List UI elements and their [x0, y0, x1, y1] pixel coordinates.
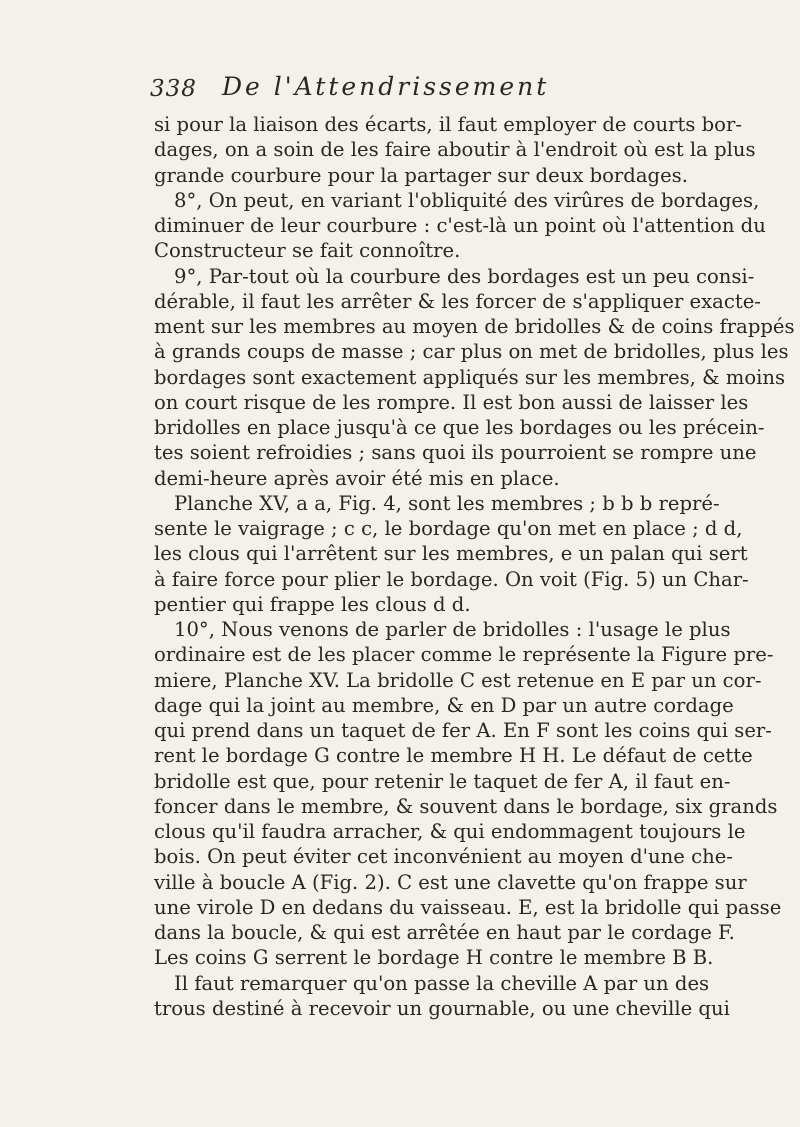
text-line: trous destiné à recevoir un gournable, ou une cheville qui [154, 996, 730, 1020]
text-line: diminuer de leur courbure : c'est-là un point où l'attention du [154, 214, 766, 237]
body-text [154, 112, 795, 1021]
text-line: si pour la liaison des écarts, il faut employer de courts bor- [154, 113, 742, 136]
text-line: bridolles en place jusqu'à ce que les bordages ou les précein- [154, 416, 765, 439]
text-line: foncer dans le membre, & souvent dans le bordage, six grands [154, 794, 778, 818]
text-line: dérable, il faut les arrêter & les forcer de s'appliquer exacte- [154, 289, 761, 313]
text-line: Les coins G serrent le bordage H contre le membre B B. [154, 946, 714, 970]
text-line: tes soient refroidies ; sans quoi ils pourroient se rompre une [154, 441, 757, 465]
text-line: 8°, On peut, en variant l'obliquité des virûres de bordages, [174, 188, 760, 212]
text-line: Planche XV, a a, Fig. 4, sont les membres ; b b b repré- [174, 491, 720, 515]
text-line: ordinaire est de les placer comme le représente la Figure pre- [154, 643, 774, 667]
text-line: dans la boucle, & qui est arrêtée en haut par le cordage F. [154, 921, 735, 944]
text-line: miere, Planche XV. La bridolle C est retenue en E par un cor- [154, 668, 762, 692]
text-line: Constructeur se fait connoître. [154, 239, 461, 263]
text-line: grande courbure pour la partager sur deux bordages. [154, 163, 688, 187]
text-line: ville à boucle A (Fig. 2). C est une clavette qu'on frappe sur [154, 870, 747, 894]
text-line: sente le vaigrage ; c c, le bordage qu'on met en place ; d d, [154, 517, 743, 540]
text-line: demi-heure après avoir été mis en place. [154, 466, 560, 490]
text-line: à faire force pour plier le bordage. On voit (Fig. 5) un Char- [154, 567, 749, 591]
running-title: De l'Attendrissement [222, 72, 550, 101]
text-line: à grands coups de masse ; car plus on met de bridolles, plus les [154, 340, 789, 364]
text-line: bordages sont exactement appliqués sur les membres, & moins [154, 365, 786, 389]
text-line: rent le bordage G contre le membre H H. Le défaut de cette [154, 744, 753, 768]
text-line: clous qu'il faudra arracher, & qui endommagent toujours le [154, 820, 746, 843]
text-line: 9°, Par-tout où la courbure des bordages est un peu consi- [174, 264, 755, 288]
text-line: on court risque de les rompre. Il est bon aussi de laisser les [154, 390, 749, 414]
text-line: dages, on a soin de les faire aboutir à l'endroit où est la plus [154, 138, 756, 162]
page-number: 338 [150, 76, 197, 102]
text-line: une virole D en dedans du vaisseau. E, est la bridolle qui passe [154, 895, 782, 919]
text-line: ment sur les membres au moyen de bridolles & de coins frappés [154, 315, 795, 338]
text-line: qui prend dans un taquet de fer A. En F sont les coins qui ser- [154, 719, 772, 742]
text-line: les clous qui l'arrêtent sur les membres, e un palan qui sert [154, 542, 748, 566]
running-head [150, 66, 710, 106]
text-line: bridolle est que, pour retenir le taquet de fer A, il faut en- [154, 769, 731, 793]
text-line: 10°, Nous venons de parler de bridolles : l'usage le plus [174, 618, 731, 641]
text-line: pentier qui frappe les clous d d. [154, 592, 471, 616]
text-line: Il faut remarquer qu'on passe la cheville A par un des [174, 971, 710, 995]
text-line: bois. On peut éviter cet inconvénient au moyen d'une che- [154, 845, 733, 869]
text-line: dage qui la joint au membre, & en D par un autre cordage [154, 693, 734, 717]
